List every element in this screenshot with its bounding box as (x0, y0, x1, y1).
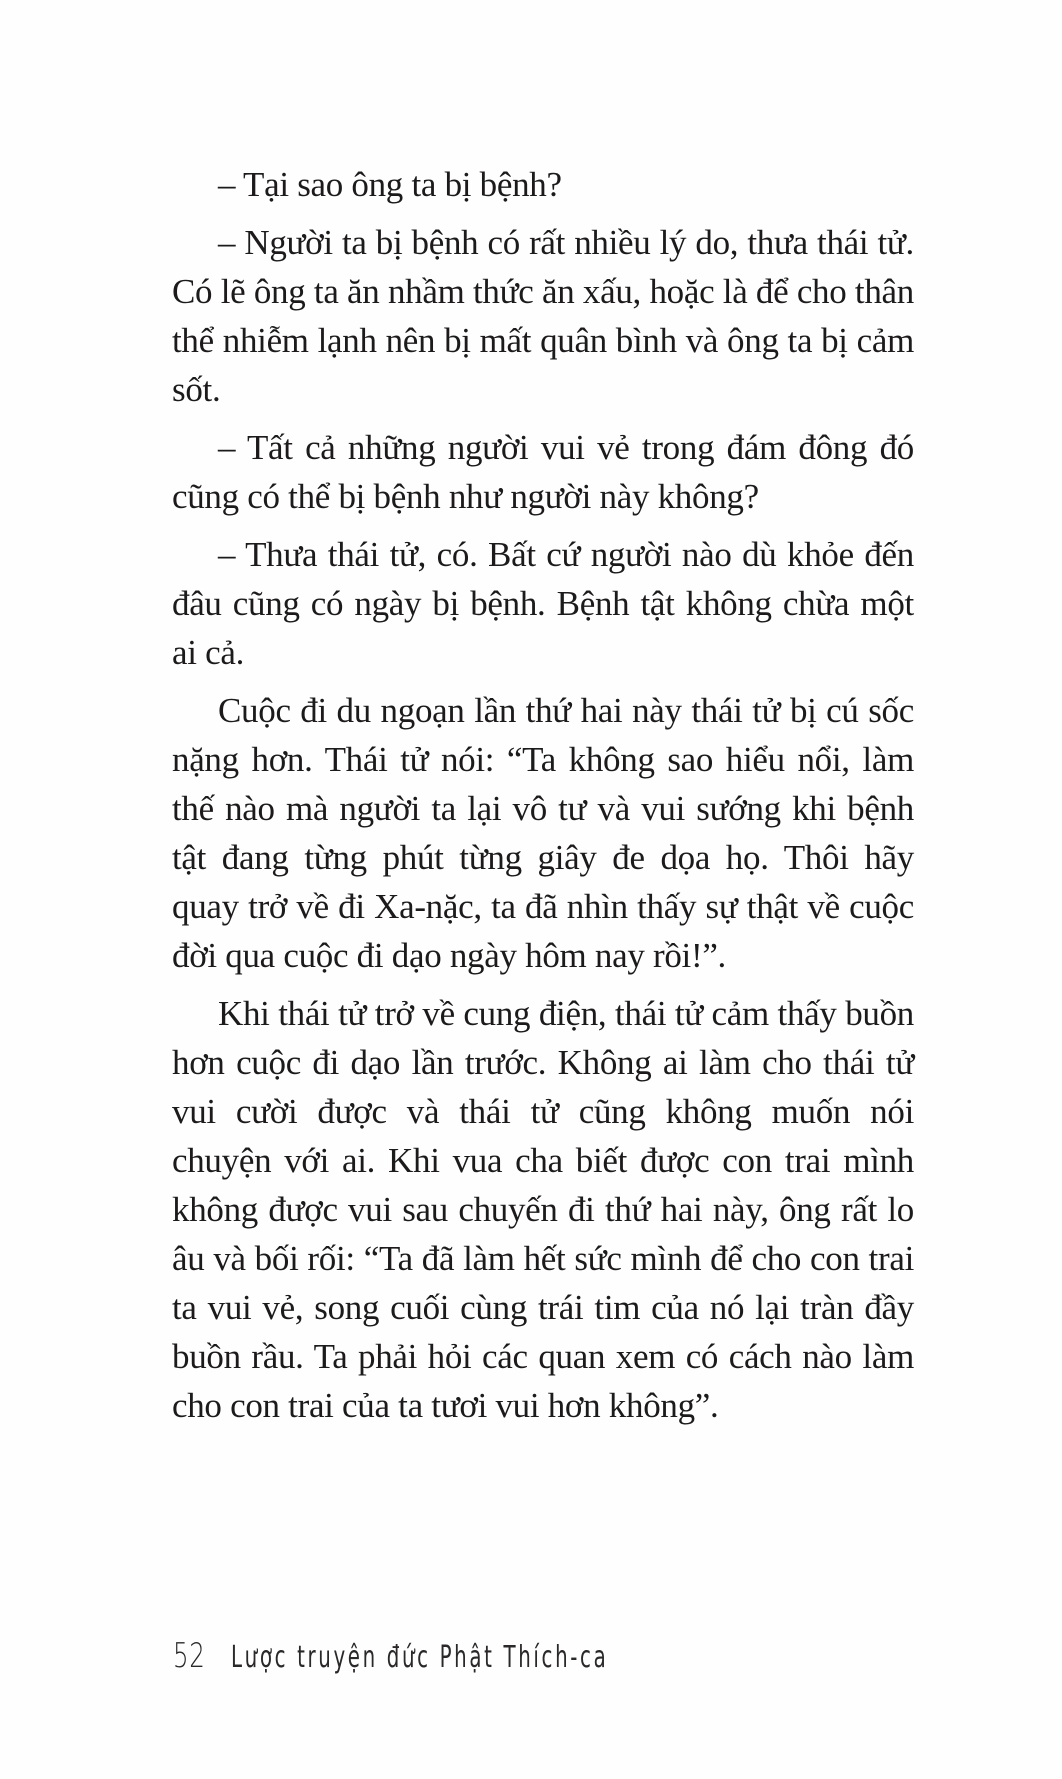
page-number: 52 (173, 1636, 206, 1676)
paragraph-dialogue-question-why-sick: – Tại sao ông ta bị bệnh? (218, 165, 562, 204)
page-footer (173, 1636, 803, 1676)
paragraph-dialogue-question-crowd: – Tất cả những người vui vẻ trong đám đông đó cũng có thể bị bệnh như người này không? (172, 428, 914, 516)
paragraph-return-to-palace: Khi thái tử trở về cung điện, thái tử cảm thấy buồn hơn cuộc đi dạo lần trước. Không ai làm cho thái tử vui cười được và thái tử cũng không muốn nói chuyện với ai. Khi vua cha biết được con trai mình không được vui sau chuyến đi thứ hai này, ông rất lo âu và bối rối: “Ta đã làm hết sức mình để cho con trai ta vui vẻ, song cuối cùng trái tim của nó lại tràn đầy buồn rầu. Ta phải hỏi các quan xem có cách nào làm cho con trai của ta tươi vui hơn không”. (172, 994, 914, 1425)
body-text (172, 160, 914, 1430)
running-title: Lược truyện đức Phật Thích-ca (231, 1640, 609, 1675)
paragraph-dialogue-answer-no-one-spared: – Thưa thái tử, có. Bất cứ người nào dù khỏe đến đâu cũng có ngày bị bệnh. Bệnh tật không chừa một ai cả. (172, 535, 914, 672)
paragraph-dialogue-reasons-for-illness: – Người ta bị bệnh có rất nhiều lý do, thưa thái tử. Có lẽ ông ta ăn nhầm thức ăn xấu, hoặc là để cho thân thể nhiễm lạnh nên bị mất quân bình và ông ta bị cảm sốt. (172, 223, 914, 409)
paragraph-second-outing: Cuộc đi du ngoạn lần thứ hai này thái tử bị cú sốc nặng hơn. Thái tử nói: “Ta không sao hiểu nổi, làm thế nào mà người ta lại vô tư và vui sướng khi bệnh tật đang từng phút từng giây đe dọa họ. Thôi hãy quay trở về đi Xa-nặc, ta đã nhìn thấy sự thật về cuộc đời qua cuộc đi dạo ngày hôm nay rồi!”. (172, 691, 914, 975)
